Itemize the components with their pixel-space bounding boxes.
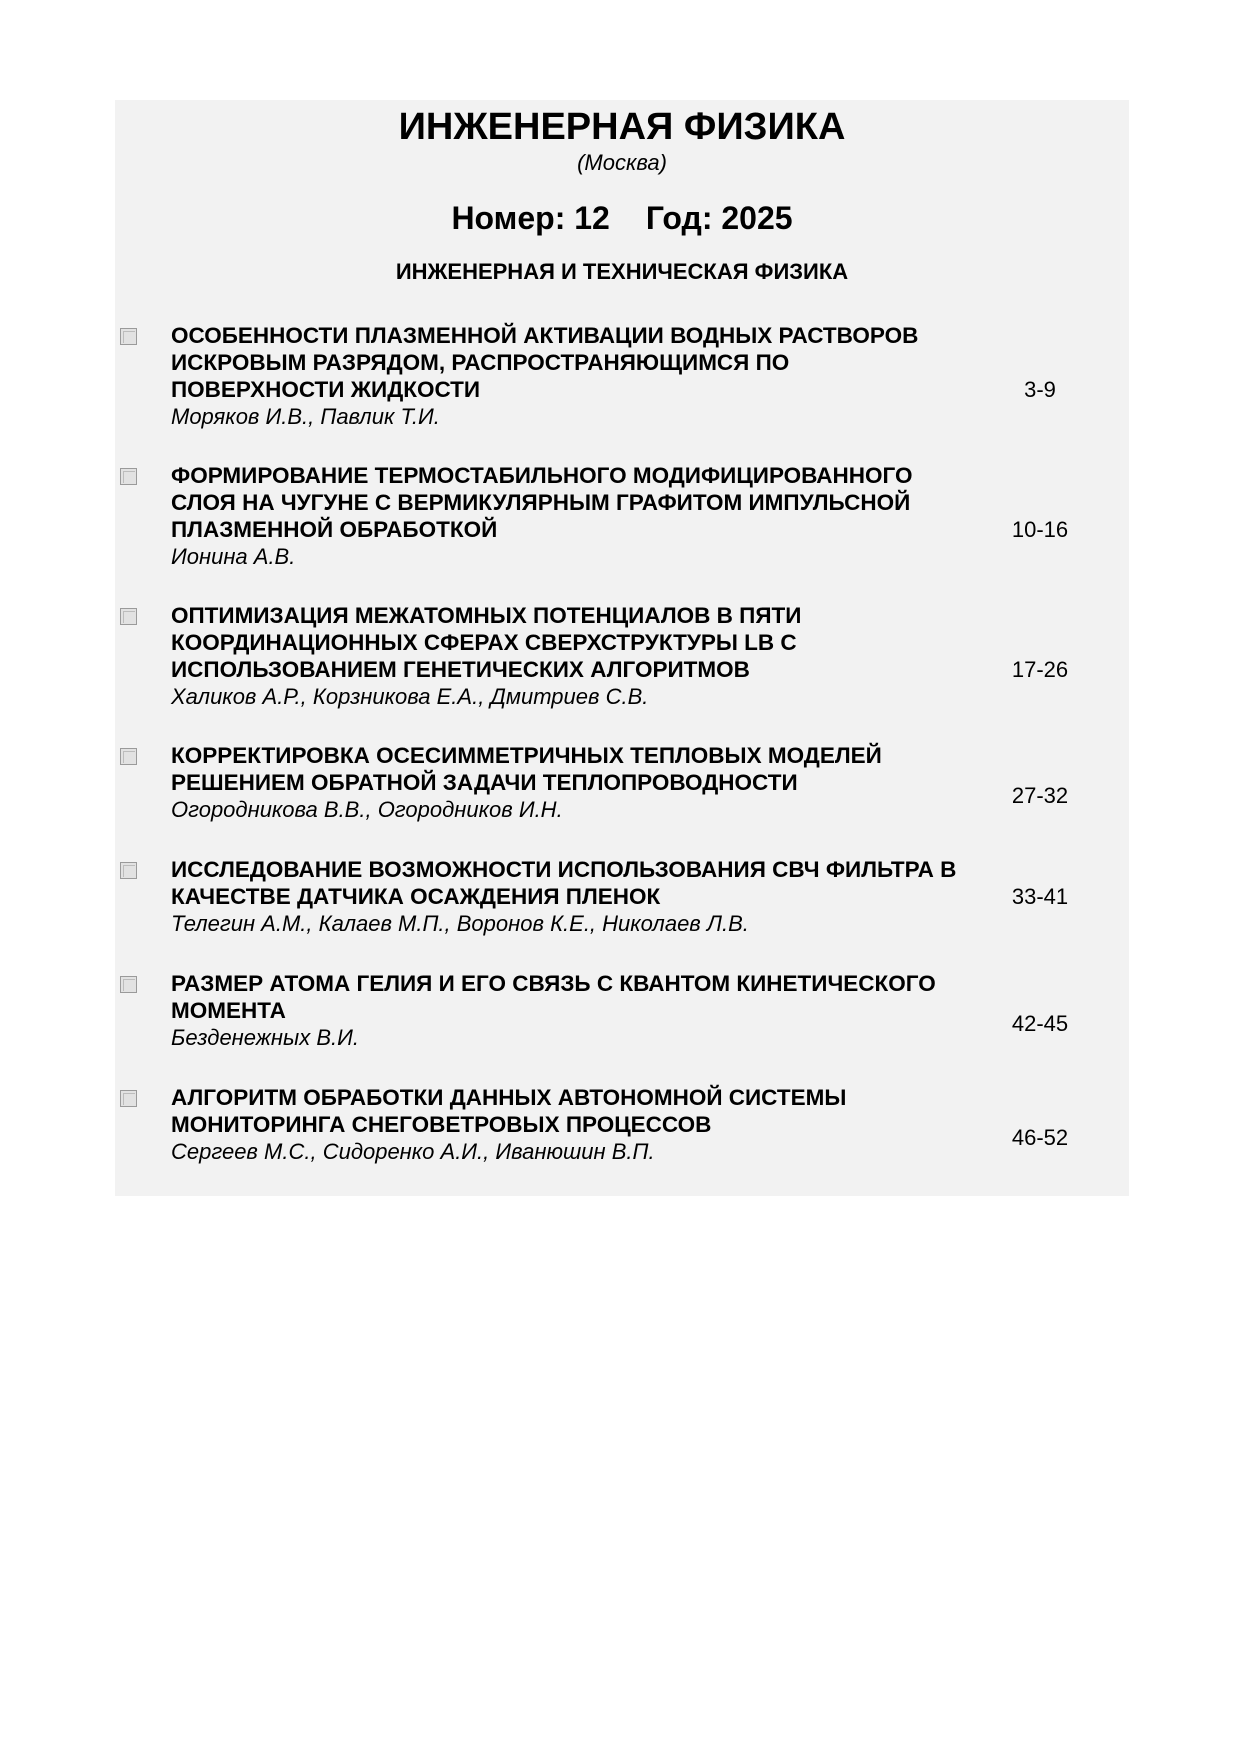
checkbox-icon[interactable] (120, 608, 137, 625)
checkbox-icon[interactable] (120, 976, 137, 993)
article-pages: 42-45 (1011, 1011, 1069, 1036)
article-pages: 3-9 (1024, 377, 1056, 402)
article-item (115, 1084, 1129, 1198)
article-authors: Телегин А.М., Калаев М.П., Воронов К.Е., Николаев Л.В. (171, 911, 749, 936)
article-body (171, 602, 961, 710)
article-body (171, 970, 961, 1051)
contents-panel (115, 100, 1129, 1196)
article-item (115, 462, 1129, 602)
article-pages: 46-52 (1011, 1125, 1069, 1150)
article-authors: Безденежных В.И. (171, 1025, 359, 1050)
checkbox-icon[interactable] (120, 468, 137, 485)
article-pages: 33-41 (1011, 884, 1069, 909)
article-title[interactable]: ФОРМИРОВАНИЕ ТЕРМОСТАБИЛЬНОГО МОДИФИЦИРОВАННОГО СЛОЯ НА ЧУГУНЕ С ВЕРМИКУЛЯРНЫМ ГРАФИТОМ ИМПУЛЬСНОЙ ПЛАЗМЕННОЙ ОБРАБОТКОЙ (171, 463, 913, 542)
checkbox-icon[interactable] (120, 1090, 137, 1107)
article-pages: 17-26 (1011, 657, 1069, 682)
article-title[interactable]: АЛГОРИТМ ОБРАБОТКИ ДАННЫХ АВТОНОМНОЙ СИСТЕМЫ МОНИТОРИНГА СНЕГОВЕТРОВЫХ ПРОЦЕССОВ (171, 1085, 847, 1137)
article-item (115, 742, 1129, 856)
article-item (115, 856, 1129, 970)
checkbox-icon[interactable] (120, 328, 137, 345)
article-title[interactable]: РАЗМЕР АТОМА ГЕЛИЯ И ЕГО СВЯЗЬ С КВАНТОМ КИНЕТИЧЕСКОГО МОМЕНТА (171, 971, 936, 1023)
article-authors: Сергеев М.С., Сидоренко А.И., Иванюшин В.П. (171, 1139, 655, 1164)
article-authors: Огородникова В.В., Огородников И.Н. (171, 797, 563, 822)
article-body (171, 1084, 961, 1165)
article-title[interactable]: ОСОБЕННОСТИ ПЛАЗМЕННОЙ АКТИВАЦИИ ВОДНЫХ РАСТВОРОВ ИСКРОВЫМ РАЗРЯДОМ, РАСПРОСТРАНЯЮЩИМСЯ ПО ПОВЕРХНОСТИ ЖИДКОСТИ (171, 323, 919, 402)
article-item (115, 322, 1129, 462)
article-title[interactable]: ИССЛЕДОВАНИЕ ВОЗМОЖНОСТИ ИСПОЛЬЗОВАНИЯ СВЧ ФИЛЬТРА В КАЧЕСТВЕ ДАТЧИКА ОСАЖДЕНИЯ ПЛЕНОК (171, 857, 957, 909)
checkbox-icon[interactable] (120, 748, 137, 765)
journal-title: ИНЖЕНЕРНАЯ ФИЗИКА (398, 106, 846, 148)
journal-city: (Москва) (577, 150, 667, 175)
checkbox-icon[interactable] (120, 862, 137, 879)
article-body (171, 322, 961, 430)
article-title[interactable]: ОПТИМИЗАЦИЯ МЕЖАТОМНЫХ ПОТЕНЦИАЛОВ В ПЯТИ КООРДИНАЦИОННЫХ СФЕРАХ СВЕРХСТРУКТУРЫ LB С ИСПОЛЬЗОВАНИЕМ ГЕНЕТИЧЕСКИХ АЛГОРИТМОВ (171, 603, 802, 682)
section-title: ИНЖЕНЕРНАЯ И ТЕХНИЧЕСКАЯ ФИЗИКА (395, 259, 849, 284)
issue-number: Номер: 12 (451, 200, 610, 236)
article-body (171, 856, 961, 937)
article-body (171, 462, 961, 570)
article-body (171, 742, 961, 823)
article-authors: Ионина А.В. (171, 544, 296, 569)
article-authors: Халиков А.Р., Корзникова Е.А., Дмитриев С.В. (171, 684, 649, 709)
article-list (115, 322, 1129, 1198)
article-pages: 10-16 (1011, 517, 1069, 542)
issue-year: Год: 2025 (645, 200, 793, 236)
article-title[interactable]: КОРРЕКТИРОВКА ОСЕСИММЕТРИЧНЫХ ТЕПЛОВЫХ МОДЕЛЕЙ РЕШЕНИЕМ ОБРАТНОЙ ЗАДАЧИ ТЕПЛОПРОВОДНОСТИ (171, 743, 882, 795)
article-item (115, 602, 1129, 742)
issue-line (115, 198, 1129, 238)
article-authors: Моряков И.В., Павлик Т.И. (171, 404, 440, 429)
article-item (115, 970, 1129, 1084)
article-pages: 27-32 (1011, 783, 1069, 808)
